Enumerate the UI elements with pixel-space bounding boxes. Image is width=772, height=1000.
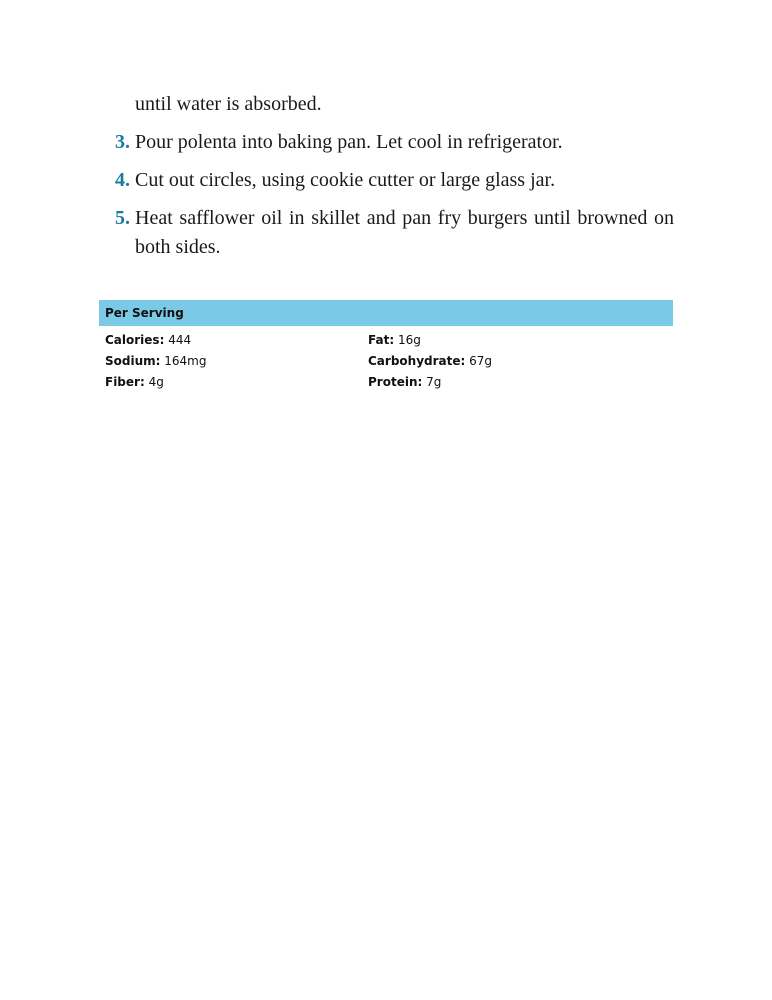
nutrient-label: Fat:	[368, 333, 395, 347]
nutrient-value: 7g	[426, 375, 442, 389]
step-text: Pour polenta into baking pan. Let cool in refrigerator.	[135, 131, 563, 153]
instruction-step	[100, 166, 674, 195]
nutrient-sodium	[105, 352, 368, 370]
step-text: Heat safflower oil in skillet and pan fry burgers until browned on both sides.	[135, 207, 674, 258]
nutrient-fat	[368, 331, 673, 349]
step-text: Cut out circles, using cookie cutter or large glass jar.	[135, 169, 556, 191]
step-number: 3.	[115, 131, 130, 153]
nutrient-value: 67g	[469, 354, 493, 368]
nutrient-label: Calories:	[105, 333, 165, 347]
instruction-continuation: until water is absorbed.	[135, 93, 322, 115]
nutrient-protein	[368, 373, 673, 391]
nutrient-carbohydrate	[368, 352, 673, 370]
nutrient-value: 444	[168, 333, 192, 347]
recipe-instructions	[100, 90, 674, 271]
nutrient-calories	[105, 331, 368, 349]
step-number: 5.	[115, 207, 130, 229]
nutrient-fiber	[105, 373, 368, 391]
nutrition-grid	[99, 326, 673, 391]
nutrient-value: 16g	[397, 333, 421, 347]
nutrition-table	[99, 300, 673, 391]
nutrition-header: Per Serving	[99, 300, 673, 326]
instruction-step	[100, 204, 674, 262]
step-number: 4.	[115, 169, 130, 191]
nutrient-label: Carbohydrate:	[368, 354, 466, 368]
nutrient-value: 4g	[148, 375, 164, 389]
nutrient-value: 164mg	[164, 354, 207, 368]
nutrient-label: Sodium:	[105, 354, 161, 368]
instruction-step	[100, 128, 674, 157]
nutrient-label: Fiber:	[105, 375, 145, 389]
nutrient-label: Protein:	[368, 375, 423, 389]
